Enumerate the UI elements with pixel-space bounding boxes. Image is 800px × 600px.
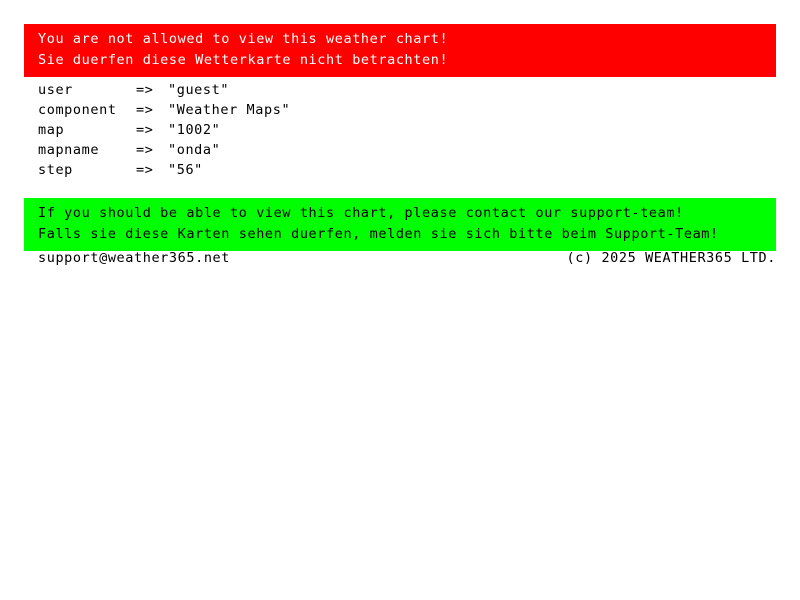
- parameter-row: [38, 160, 290, 180]
- parameter-key: mapname: [38, 142, 100, 158]
- parameter-list: [38, 80, 290, 180]
- parameter-value: "guest": [168, 82, 230, 98]
- parameter-arrow: =>: [136, 142, 154, 158]
- parameter-key: map: [38, 122, 65, 138]
- info-banner-line-de: Falls sie diese Karten sehen duerfen, melden sie sich bitte beim Support-Team!: [38, 226, 719, 242]
- parameter-value: "Weather Maps": [168, 102, 291, 118]
- parameter-arrow: =>: [136, 162, 154, 178]
- parameter-arrow: =>: [136, 102, 154, 118]
- parameter-key: component: [38, 102, 117, 118]
- parameter-value: "1002": [168, 122, 221, 138]
- error-banner-line-de: Sie duerfen diese Wetterkarte nicht betrachten!: [38, 52, 449, 68]
- error-banner-line-en: You are not allowed to view this weather chart!: [38, 31, 449, 47]
- error-banner: [24, 24, 776, 77]
- info-banner-line-en: If you should be able to view this chart, please contact our support-team!: [38, 205, 684, 221]
- parameter-arrow: =>: [136, 122, 154, 138]
- parameter-value: "56": [168, 162, 203, 178]
- parameter-row: [38, 140, 290, 160]
- copyright-text: (c) 2025 WEATHER365 LTD.: [566, 250, 776, 266]
- parameter-key: user: [38, 82, 73, 98]
- parameter-row: [38, 100, 290, 120]
- parameter-row: [38, 120, 290, 140]
- parameter-row: [38, 80, 290, 100]
- parameter-arrow: =>: [136, 82, 154, 98]
- parameter-key: step: [38, 162, 73, 178]
- footer: [38, 250, 776, 266]
- parameter-value: "onda": [168, 142, 221, 158]
- support-email-link[interactable]: support@weather365.net: [38, 250, 231, 266]
- info-banner: [24, 198, 776, 251]
